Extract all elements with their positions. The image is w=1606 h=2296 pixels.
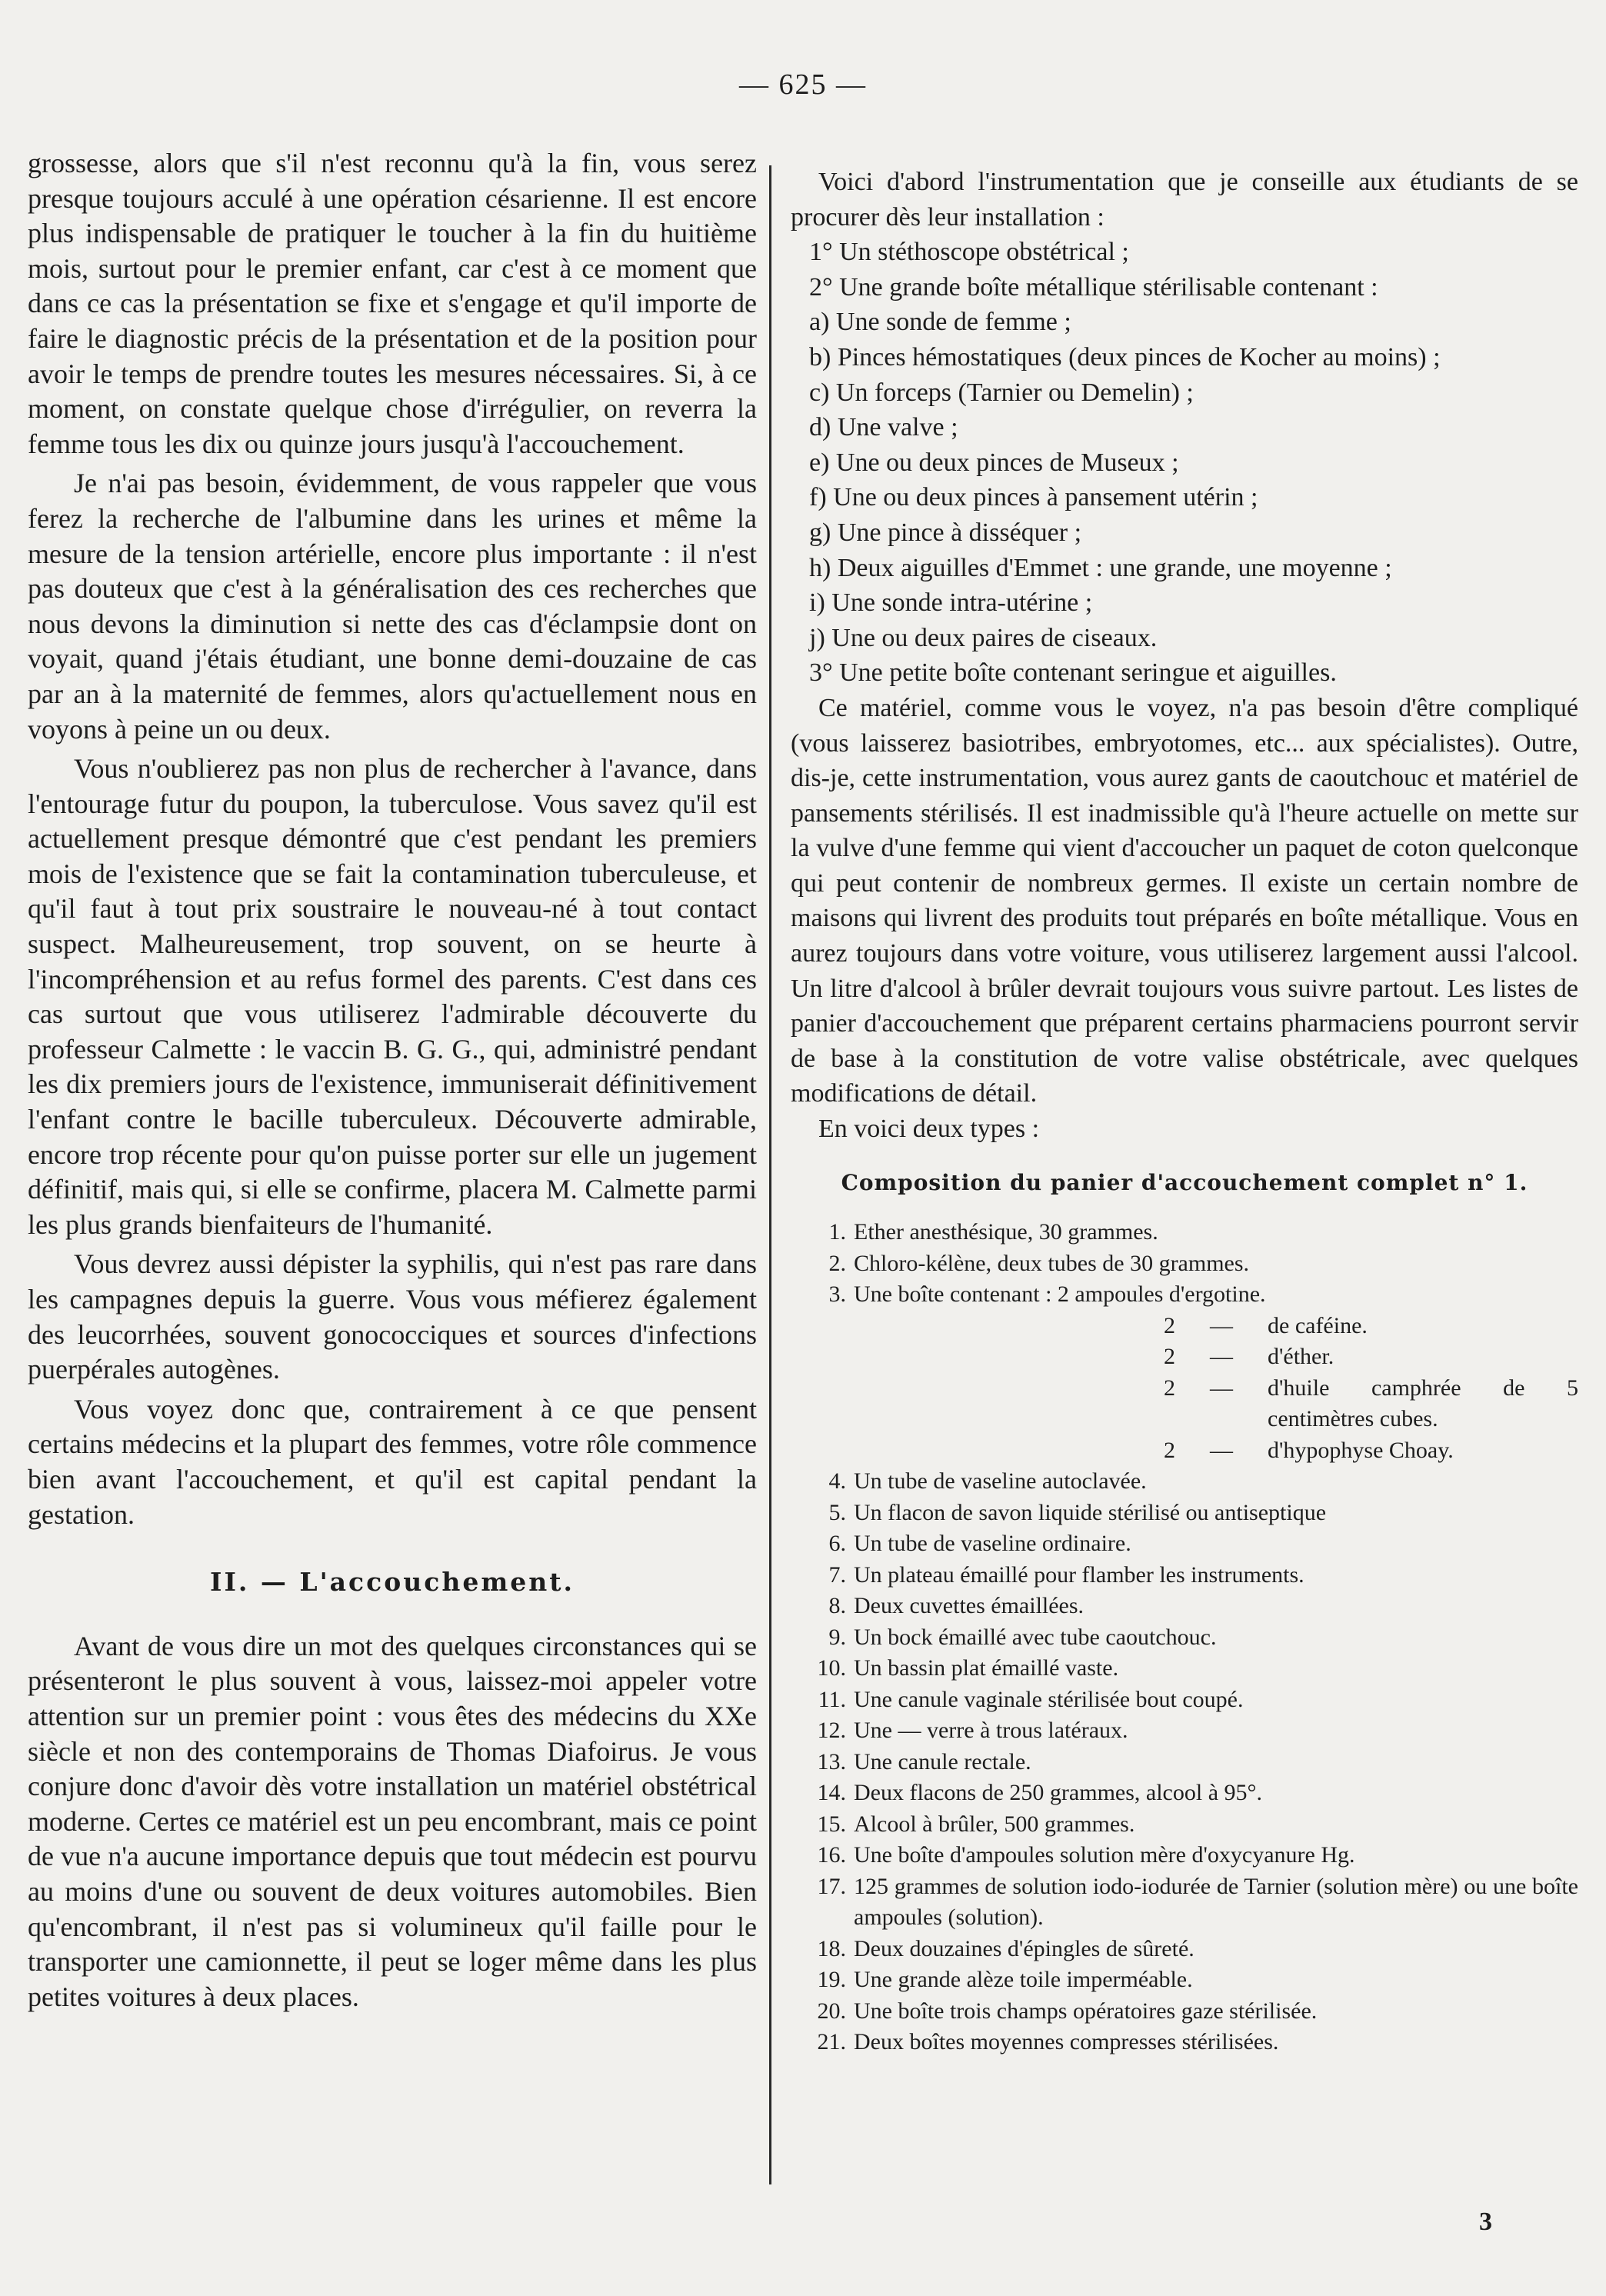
kit-item [791,1498,1578,1529]
kit-item [791,1840,1578,1871]
ampoule-row [791,1341,1578,1373]
ampoule-dash: — [1210,1344,1233,1370]
kit-item [791,1528,1578,1560]
kit-item-number: 17. [817,1873,846,1899]
kit-item-number: 20. [817,1998,846,2024]
kit-item-number: 7. [828,1561,846,1588]
kit-item [791,1747,1578,1778]
instrument-subitem: d) Une valve ; [809,413,958,442]
ampoule-name: de caféine. [1268,1312,1368,1338]
kit-item-text: Chloro-kélène, deux tubes de 30 grammes. [854,1250,1250,1276]
ampoule-name: d'huile camphrée de 5 centimètres cubes. [1268,1375,1578,1432]
kit-item-number: 10. [817,1655,846,1681]
kit-item-text: Deux flacons de 250 grammes, alcool à 95°. [854,1780,1263,1806]
kit-item [791,2027,1578,2058]
ampoule-qty: 2 [1164,1437,1175,1463]
kit-item-text: Un bock émaillé avec tube caoutchouc. [854,1624,1217,1650]
kit-item-text: Une canule rectale. [854,1748,1031,1774]
kit-item-text: Un plateau émaillé pour flamber les instruments. [854,1561,1304,1588]
kit-item-number: 18. [817,1935,846,1961]
kit-item-text: Une boîte d'ampoules solution mère d'oxycyanure Hg. [854,1842,1355,1868]
column-divider [769,165,771,2184]
instrument-subitem: a) Une sonde de femme ; [809,308,1071,337]
instrument-subitem: b) Pinces hémostatiques (deux pinces de Kocher au moins) ; [809,342,1441,372]
kit-item-text: Un flacon de savon liquide stérilisé ou antiseptique [854,1499,1327,1525]
kit-item-number: 8. [828,1593,846,1619]
kit-item-text: Une canule vaginale stérilisée bout coupé. [854,1686,1244,1712]
kit-item [791,1248,1578,1280]
right-column [791,165,1578,2058]
kit-item [791,1653,1578,1685]
kit-item-text: Un tube de vaseline ordinaire. [854,1531,1131,1557]
instrument-item: 2° Une grande boîte métallique stérilisable contenant : [809,272,1378,302]
kit-item-number: 12. [817,1718,846,1744]
kit-title: Composition du panier d'accouchement complet n° 1. [841,1169,1528,1195]
kit-item-number: 4. [828,1468,846,1495]
left-paragraph: Vous voyez donc que, contrairement à ce que pensent certains médecins et la plupart des femmes, votre rôle commence bien avant l'accouchement, et qu'il est capital pendant la gestation. [28,1393,757,1530]
kit-item-number: 3. [828,1281,846,1308]
kit-item [791,1685,1578,1716]
instrument-subitem: j) Une ou deux paires de ciseaux. [809,623,1158,652]
instrument-subitem: c) Un forceps (Tarnier ou Demelin) ; [809,378,1194,407]
left-column [28,146,757,2014]
ampoule-qty: 2 [1164,1375,1175,1401]
ampoule-name: d'éther. [1268,1344,1334,1370]
kit-item [791,1466,1578,1498]
right-intro: Voici d'abord l'instrumentation que je conseille aux étudiants de se procurer dès leur installation : [791,168,1578,232]
page-number: — 625 — [739,68,867,101]
kit-item-number: 1. [828,1219,846,1245]
kit-item [791,1964,1578,1996]
kit-item-number: 14. [817,1780,846,1806]
ampoule-row [791,1311,1578,1342]
right-paragraph: En voici deux types : [818,1115,1040,1144]
kit-item-text: Alcool à brûler, 500 grammes. [854,1811,1135,1837]
instrument-subitem: e) Une ou deux pinces de Museux ; [809,448,1179,477]
ampoule-dash: — [1210,1375,1233,1401]
kit-item-text: 125 grammes de solution iodo-iodurée de Tarnier (solution mère) ou une boîte ampoules (solution). [854,1873,1578,1931]
kit-item-text: Deux douzaines d'épingles de sûreté. [854,1935,1195,1961]
instrument-subitem: h) Deux aiguilles d'Emmet : une grande, une moyenne ; [809,553,1392,582]
kit-item-text: Une grande alèze toile imperméable. [854,1967,1193,1993]
kit-item [791,1934,1578,1965]
left-paragraph: Vous devrez aussi dépister la syphilis, qui n'est pas rare dans les campagnes depuis la guerre. Vous vous méfierez également des leucorrhées, souvent gonococciques et sources d'infections puerpérales autogènes. [28,1248,757,1385]
kit-item-text: Une boîte trois champs opératoires gaze stérilisée. [854,1998,1318,2024]
kit-item-number: 6. [828,1531,846,1557]
instrument-item: 1° Un stéthoscope obstétrical ; [809,238,1129,267]
kit-item-number: 2. [828,1250,846,1276]
kit-item-text: Un bassin plat émaillé vaste. [854,1655,1119,1681]
ampoule-row [791,1435,1578,1467]
kit-item-text: Une boîte contenant : 2 ampoules d'ergotine. [854,1281,1266,1308]
section-heading: II. — L'accouchement. [210,1567,575,1598]
kit-item-number: 16. [817,1842,846,1868]
kit-item-number: 19. [817,1967,846,1993]
kit-item-number: 9. [828,1624,846,1650]
kit-item [791,1778,1578,1809]
instrument-subitem: f) Une ou deux pinces à pansement utérin ; [809,483,1258,512]
kit-item [791,1715,1578,1747]
left-paragraph: Vous n'oublierez pas non plus de rechercher à l'avance, dans l'entourage futur du poupon, la tuberculose. Vous savez qu'il est actuellement presque démontré que c'est pendant les premiers mois de l'existence que se fait la contamination tuberculeuse, et qu'il faut à tout prix soustraire le nouveau-né à tout contact suspect. Malheureusement, trop souvent, on se heurte à l'incompréhension et au refus formel des parents. C'est dans ces cas surtout que vous utiliserez l'admirable découverte du professeur Calmette : le vaccin B. G. G., qui, administré pendant les dix premiers jours de l'existence, immuniserait définitivement l'enfant contre le bacille tuberculeux. Découverte admirable, encore trop récente pour qu'on puisse porter sur elle un jugement définitif, mais qui, si elle se confirme, placera M. Calmette parmi les plus grands bienfaiteurs de l'humanité. [28,753,757,1240]
ampoule-dash: — [1210,1437,1233,1463]
kit-item [791,1871,1578,1934]
corner-mark: 3 [1479,2208,1492,2236]
ampoule-name: d'hypophyse Choay. [1268,1437,1454,1463]
kit-item-number: 21. [817,2029,846,2055]
left-paragraph: Je n'ai pas besoin, évidemment, de vous rappeler que vous ferez la recherche de l'albumine dans les urines et même la mesure de la tension artérielle, encore plus importante : il n'est pas douteux que c'est à la généralisation des ces recherches que nous devons la diminution si nette des cas d'éclampsie dont on voyait, quand j'étais étudiant, une bonne demi-douzaine de cas par an à la maternité de femmes, alors qu'actuellement nous en voyons à peine un ou deux. [28,468,757,745]
kit-item-text: Ether anesthésique, 30 grammes. [854,1219,1158,1245]
kit-item-text: Deux boîtes moyennes compresses stérilisées. [854,2029,1279,2055]
left-paragraph: Avant de vous dire un mot des quelques circonstances qui se présenteront le plus souvent à vous, laissez-moi appeler votre attention sur un premier point : vous êtes des médecins du XXe siècle et non des contemporains de Thomas Diafoirus. Je vous conjure donc d'avoir dès votre installation un matériel obstétrical moderne. Certes ce matériel est un peu encombrant, mais ce point de vue n'a aucune importance depuis que tout médecin est pourvu au moins d'une ou souvent de deux voitures automobiles. Bien qu'encombrant, il n'est pas si volumineux qu'il faille pour le transporter une camionnette, il peut se loger même dans les plus petites voitures à deux places. [28,1630,757,2012]
kit-item [791,1279,1578,1311]
kit-item-text: Deux cuvettes émaillées. [854,1593,1085,1619]
ampoule-qty: 2 [1164,1344,1175,1370]
right-paragraph: Ce matériel, comme vous le voyez, n'a pas besoin d'être compliqué (vous laisserez basiotribes, embryotomes, etc... aux spécialistes). Outre, dis-je, cette instrumentation, vous aurez gants de caoutchouc et matériel de pansements stérilisés. Il est inadmissible qu'à l'heure actuelle on mette sur la vulve d'une femme qui vient d'accoucher un paquet de coton quelconque qui peut contenir de nombreux germes. Il existe un certain nombre de maisons qui livrent des produits tout préparés en boîte métallique. Vous en aurez toujours dans votre voiture, vous utiliserez largement aussi l'alcool. Un litre d'alcool à brûler devrait toujours vous suivre partout. Les listes de panier d'accouchement que préparent certains pharmaciens pourront servir de base à la constitution de votre valise obstétricale, avec quelques modifications de détail. [791,693,1578,1108]
ampoule-qty: 2 [1164,1312,1175,1338]
kit-item [791,1217,1578,1248]
kit-item-number: 15. [817,1811,846,1837]
kit-item [791,1622,1578,1654]
kit-item [791,1809,1578,1841]
kit-item-text: Un tube de vaseline autoclavée. [854,1468,1147,1495]
left-paragraph: grossesse, alors que s'il n'est reconnu qu'à la fin, vous serez presque toujours acculé à une opération césarienne. Il est encore plus indispensable de pratiquer le toucher à la fin du huitième mois, surtout pour le premier enfant, car c'est à ce moment que dans ce cas la présentation se fixe et s'engage et qu'il importe de faire le diagnostic précis de la présentation et de la position pour avoir le temps de prendre toutes les mesures nécessaires. Si, à ce moment, on constate quelque chose d'irrégulier, on reverra la femme tous les dix ou quinze jours jusqu'à l'accouchement. [28,148,757,459]
kit-item-number: 13. [817,1748,846,1774]
kit-list [791,1217,1578,2058]
kit-item [791,1591,1578,1622]
instrument-subitem: i) Une sonde intra-utérine ; [809,588,1093,618]
kit-item-number: 11. [818,1686,846,1712]
kit-item [791,1560,1578,1591]
kit-item-number: 5. [828,1499,846,1525]
kit-item-text: Une — verre à trous latéraux. [854,1718,1128,1744]
kit-item [791,1996,1578,2028]
instrument-subitem: g) Une pince à disséquer ; [809,518,1082,547]
instrument-item: 3° Une petite boîte contenant seringue et aiguilles. [809,658,1337,688]
ampoule-row [791,1373,1578,1435]
ampoule-dash: — [1210,1312,1233,1338]
